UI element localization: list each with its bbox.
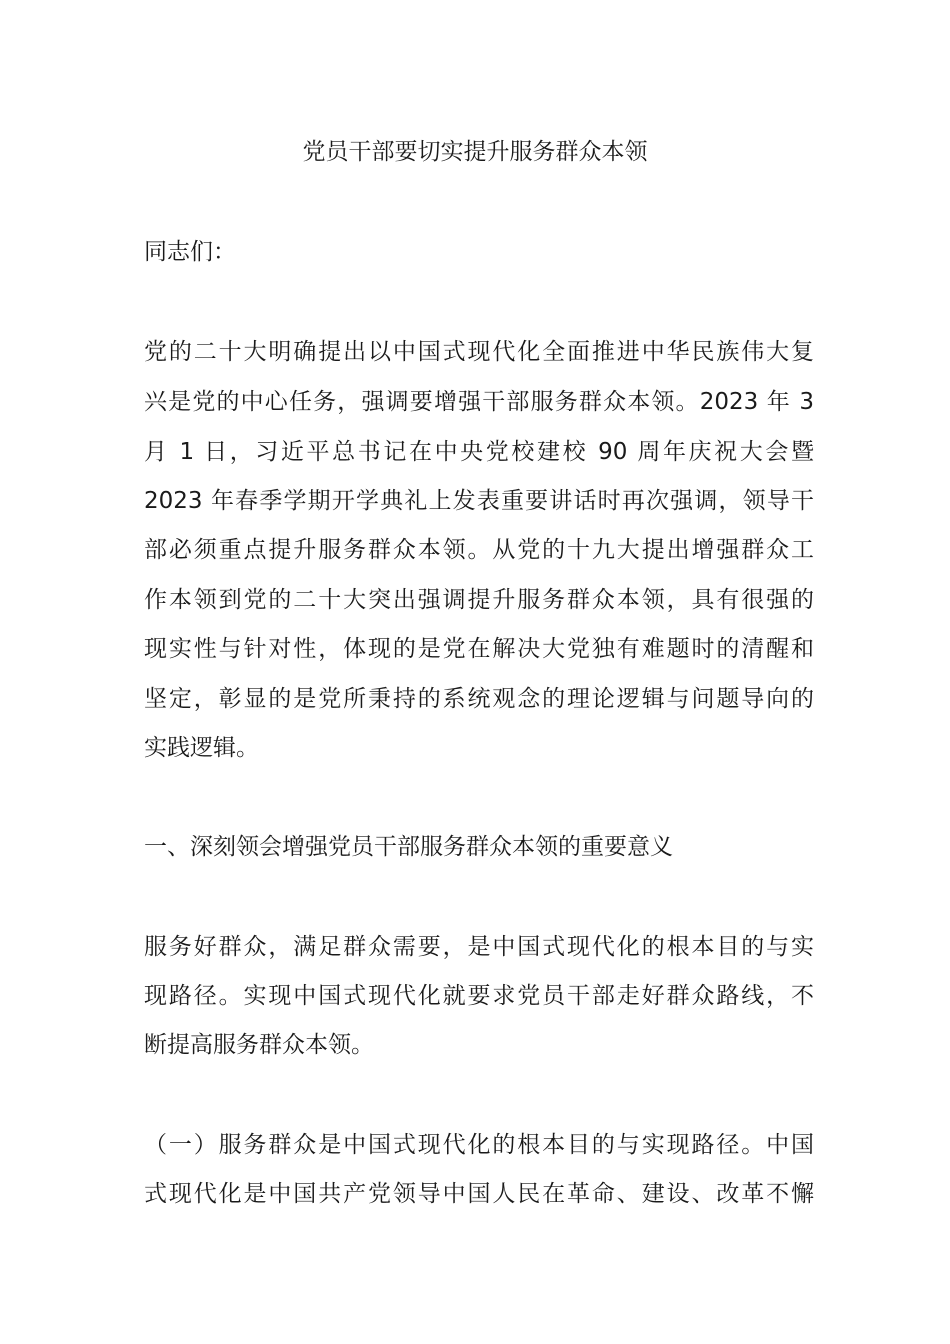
para1-line-1: 党的二十大明确提出以中国式现代化全面推进中华民族伟大复: [144, 339, 814, 365]
para2-line-3: 断提高服务群众本领。: [144, 1032, 374, 1058]
para1-line-7: 现实性与针对性，体现的是党在解决大党独有难题时的清醒和: [144, 636, 814, 662]
para1-line-5: 部必须重点提升服务群众本领。从党的十九大提出增强群众工: [144, 537, 814, 563]
para3-line-2: 式现代化是中国共产党领导中国人民在革命、建设、改革不懈: [144, 1181, 814, 1207]
para1-line-2: 兴是党的中心任务，强调要增强干部服务群众本领。2023 年 3: [144, 389, 814, 415]
para2-line-1: 服务好群众，满足群众需要，是中国式现代化的根本目的与实: [144, 934, 814, 960]
para1-line-8: 坚定，彰显的是党所秉持的系统观念的理论逻辑与问题导向的: [144, 686, 814, 712]
para1-line-4: 2023 年春季学期开学典礼上发表重要讲话时再次强调，领导干: [144, 488, 814, 514]
salutation: 同志们：: [144, 239, 236, 265]
document-title: 党员干部要切实提升服务群众本领: [302, 139, 648, 165]
para1-line-6: 作本领到党的二十大突出强调提升服务群众本领，具有很强的: [144, 587, 814, 613]
para3-line-1: （一）服务群众是中国式现代化的根本目的与实现路径。中国: [144, 1132, 814, 1158]
section-heading-1: 一、深刻领会增强党员干部服务群众本领的重要意义: [144, 834, 673, 860]
para1-line-3: 月 1 日，习近平总书记在中央党校建校 90 周年庆祝大会暨: [144, 439, 814, 465]
para1-line-9: 实践逻辑。: [144, 735, 259, 761]
para2-line-2: 现路径。实现中国式现代化就要求党员干部走好群众路线，不: [144, 983, 814, 1009]
